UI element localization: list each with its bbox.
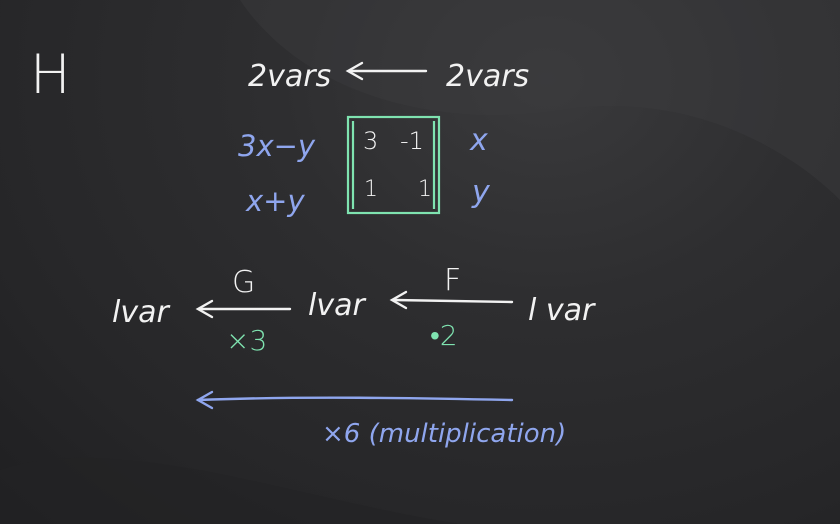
matrix-row-label-1: 3x−y — [238, 129, 316, 163]
map-f-factor: •2 — [430, 319, 458, 352]
composition-result: ×6 (multiplication) — [322, 419, 567, 449]
background-swirl — [240, 0, 840, 200]
source-space-label: 2vars — [446, 59, 530, 94]
target-space-label: 2vars — [248, 59, 332, 94]
map-g-factor: ×3 — [226, 324, 268, 357]
matrix-column-label-1: x — [470, 123, 488, 158]
composition-space-left: lvar — [112, 295, 169, 330]
arrow-left-icon — [198, 301, 290, 317]
composition-space-right: l var — [528, 293, 595, 328]
composition-space-middle: lvar — [308, 288, 365, 323]
matrix-cell-r2c1: 1 — [364, 177, 378, 202]
background-swirl-lower — [0, 458, 460, 524]
matrix-column-label-2: y — [472, 175, 490, 210]
map-g-name: G — [232, 265, 256, 300]
matrix-cell-r1c1: 3 — [363, 127, 379, 155]
matrix-row-label-2: x+y — [246, 184, 305, 218]
arrow-left-icon — [198, 392, 512, 408]
map-f-name: F — [444, 263, 462, 298]
matrix-cell-r2c2: 1 — [418, 177, 432, 202]
matrix-cell-r1c2: -1 — [400, 127, 424, 155]
title-letter: H — [30, 43, 71, 106]
